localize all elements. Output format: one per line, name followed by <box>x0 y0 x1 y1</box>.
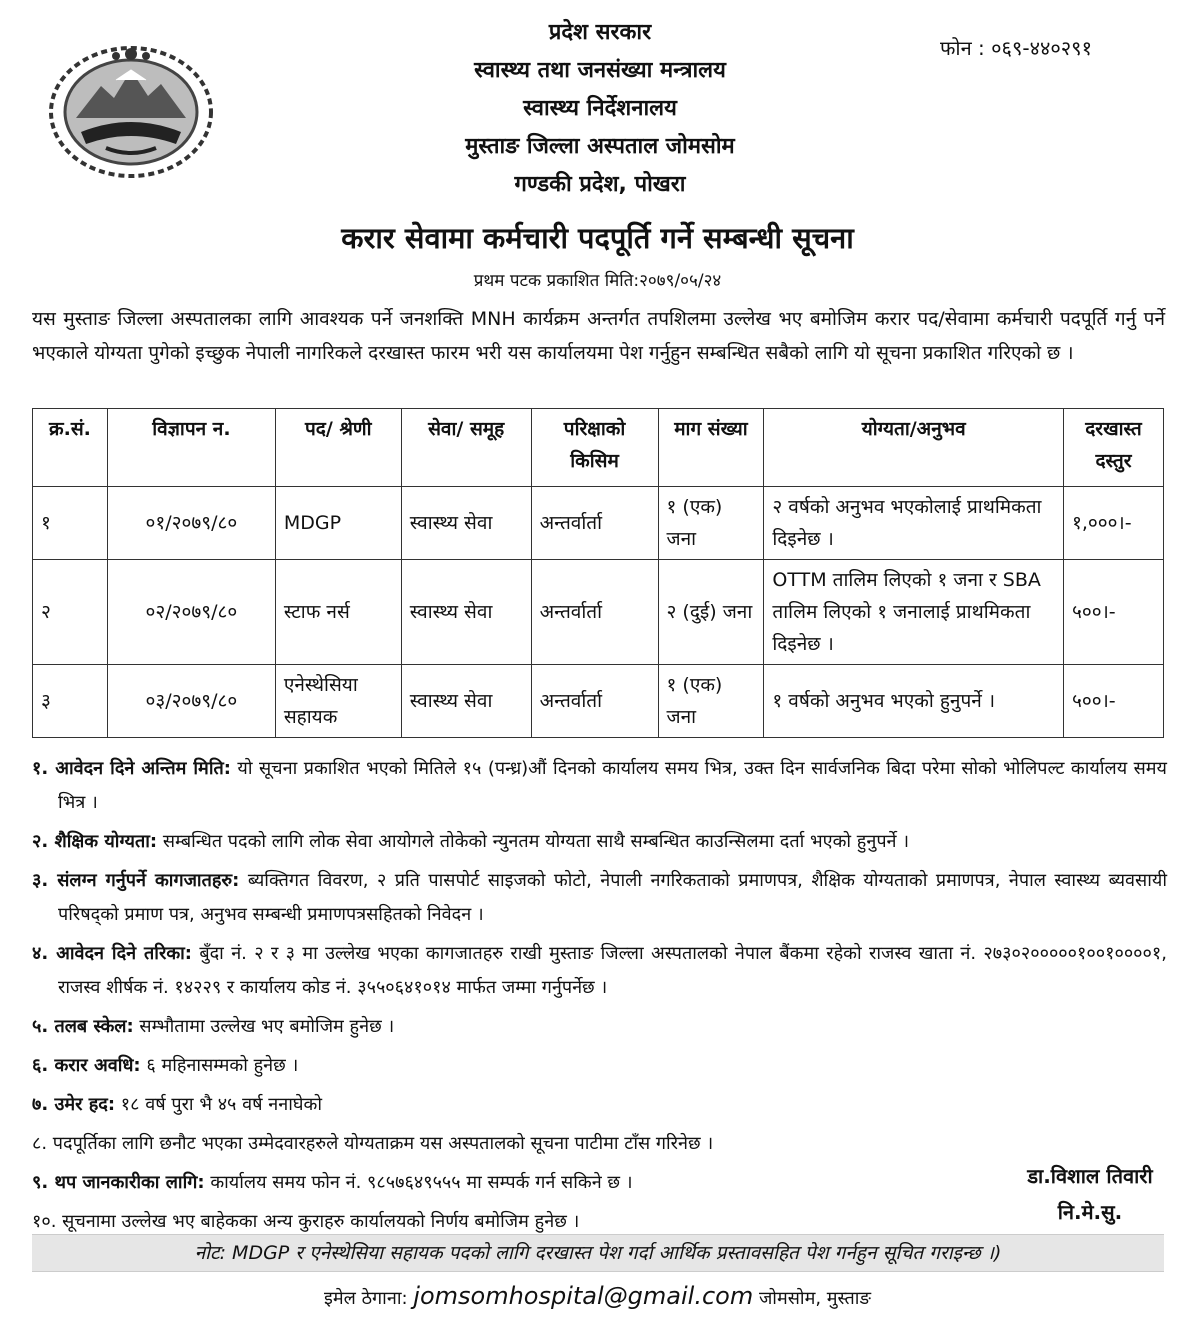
condition-text: ब्यक्तिगत विवरण, २ प्रति पासपोर्ट साइजको फोटो, नेपाली नगरिकताको प्रमाणपत्र, शैक्षिक योग्यताको प्रमाणपत्र, नेपाल स्वास्थ्य ब्यवसायी परिषद्को प्रमाण पत्र, अनुभव सम्बन्धी प्रमाणपत्रसहितको निवेदन । <box>58 870 1167 925</box>
table-cell: १ (एक) जना <box>658 665 764 738</box>
table-header-row <box>33 409 1164 487</box>
condition-label: १. आवेदन दिने अन्तिम मिति: <box>32 758 231 779</box>
table-cell: ०२/२०७९/८० <box>107 560 275 665</box>
condition-item <box>32 1010 1167 1044</box>
condition-text: १८ वर्ष पुरा भै ४५ वर्ष ननाघेको <box>115 1094 323 1115</box>
table-cell: स्वास्थ्य सेवा <box>401 665 531 738</box>
condition-label: २. शैक्षिक योग्यता: <box>32 831 158 852</box>
signatory-name: डा.विशाल तिवारी <box>1027 1164 1153 1188</box>
condition-item <box>32 752 1167 820</box>
condition-item <box>32 1166 1167 1200</box>
signature-block <box>1000 1158 1180 1230</box>
condition-item <box>32 864 1167 932</box>
table-cell: ०१/२०७९/८० <box>107 487 275 560</box>
table-cell: ०३/२०७९/८० <box>107 665 275 738</box>
notice-intro: यस मुस्ताङ जिल्ला अस्पतालका लागि आवश्यक पर्ने जनशक्ति MNH कार्यक्रम अन्तर्गत तपशिलमा उल्लेख भए बमोजिम करार पद/सेवामा कर्मचारी पदपूर्ति गर्नु पर्ने भएकाले योग्यता पुगेको इच्छुक नेपाली नागरिकले दरखास्त फारम भरी यस कार्यालयमा पेश गर्नुहुन सम्बन्धित सबैको लागि यो सूचना प्रकाशित गरिएको छ । <box>32 308 1165 364</box>
table-cell: स्वास्थ्य सेवा <box>401 560 531 665</box>
condition-text: सम्बन्धित पदको लागि लोक सेवा आयोगले तोकेको न्युनतम योग्यता साथै सम्बन्धित काउन्सिलमा दर्ता भएको हुनुपर्ने । <box>157 831 910 852</box>
table-cell: २ (दुई) जना <box>658 560 764 665</box>
table-cell: स्वास्थ्य सेवा <box>401 487 531 560</box>
condition-item <box>32 937 1167 1005</box>
table-cell: MDGP <box>275 487 401 560</box>
condition-item <box>32 825 1167 859</box>
header-line: गण्डकी प्रदेश, पोखरा <box>514 172 686 197</box>
header-line: प्रदेश सरकार <box>548 20 652 45</box>
email-label: इमेल ठेगाना: <box>324 1288 408 1309</box>
notice-title: करार सेवामा कर्मचारी पदपूर्ति गर्ने सम्बन्धी सूचना <box>341 221 854 255</box>
column-header: विज्ञापन न. <box>107 409 275 487</box>
condition-text: बुँदा नं. २ र ३ मा उल्लेख भएका कागजातहरु राखी मुस्ताङ जिल्ला अस्पतालको नेपाल बैंकमा रहेको राजस्व खाता नं. २७३०२०००००१००१००००१, राजस्व शीर्षक नं. १४२२९ र कार्यालय कोड नं. ३५५०६४१०१४ मार्फत जम्मा गर्नुपर्नेछ । <box>58 943 1167 998</box>
column-header: सेवा/ समूह <box>401 409 531 487</box>
condition-label: ५. तलब स्केल: <box>32 1016 134 1037</box>
table-row <box>33 487 1164 560</box>
condition-text: कार्यालय समय फोन नं. ९८५७६४९५५५ मा सम्पर्क गर्न सकिने छ । <box>204 1172 633 1193</box>
condition-label: ९. थप जानकारीका लागि: <box>32 1172 205 1193</box>
table-cell: १ (एक) जना <box>658 487 764 560</box>
table-cell: ५००।- <box>1063 560 1163 665</box>
table-cell: ५००।- <box>1063 665 1163 738</box>
footnote: नोट: MDGP र एनेस्थेसिया सहायक पदको लागि दरखास्त पेश गर्दा आर्थिक प्रस्तावसहित पेश गर्नहुन सूचित गराइन्छ ।) <box>32 1234 1164 1272</box>
condition-text: सम्भौतामा उल्लेख भए बमोजिम हुनेछ । <box>133 1016 395 1037</box>
column-header: योग्यता/अनुभव <box>764 409 1064 487</box>
publish-date: प्रथम पटक प्रकाशित मिति:२०७९/०५/२४ <box>473 271 722 291</box>
column-header: माग संख्या <box>658 409 764 487</box>
table-cell: ३ <box>33 665 108 738</box>
table-cell: अन्तर्वार्ता <box>531 665 658 738</box>
table-cell: १ वर्षको अनुभव भएको हुनुपर्ने । <box>764 665 1064 738</box>
table-cell: १ <box>33 487 108 560</box>
condition-label: ३. संलग्न गर्नुपर्ने कागजातहरु: <box>32 870 240 891</box>
table-cell: स्टाफ नर्स <box>275 560 401 665</box>
notice-conditions <box>32 752 1167 1244</box>
condition-item <box>32 1127 1167 1161</box>
condition-item <box>32 1088 1167 1122</box>
email-address[interactable]: jomsomhospital@gmail.com <box>413 1282 754 1310</box>
condition-text: १०. सूचनामा उल्लेख भए बाहेकका अन्य कुराहरु कार्यालयको निर्णय बमोजिम हुनेछ । <box>32 1211 580 1232</box>
nepal-government-emblem-icon <box>46 40 216 180</box>
contact-line <box>0 1282 1195 1310</box>
column-header: दरखास्त दस्तुर <box>1063 409 1163 487</box>
column-header: पद/ श्रेणी <box>275 409 401 487</box>
column-header: क्र.सं. <box>33 409 108 487</box>
table-cell: १,०००।- <box>1063 487 1163 560</box>
office-header <box>300 14 900 204</box>
condition-text: ८. पदपूर्तिका लागि छनौट भएका उम्मेदवारहरुले योग्यताक्रम यस अस्पतालको सूचना पाटीमा टाँस गरिनेछ । <box>32 1133 714 1154</box>
table-row <box>33 560 1164 665</box>
table-cell: OTTM तालिम लिएको १ जना र SBA तालिम लिएको १ जनालाई प्राथमिकता दिइनेछ । <box>764 560 1064 665</box>
table-row <box>33 665 1164 738</box>
table-cell: २ वर्षको अनुभव भएकोलाई प्राथमिकता दिइनेछ । <box>764 487 1064 560</box>
header-line: स्वास्थ्य तथा जनसंख्या मन्त्रालय <box>474 58 726 83</box>
vacancy-table <box>32 408 1164 738</box>
table-cell: २ <box>33 560 108 665</box>
header-line: मुस्ताङ जिल्ला अस्पताल जोमसोम <box>465 134 735 159</box>
column-header: परिक्षाको किसिम <box>531 409 658 487</box>
office-address: जोमसोम, मुस्ताङ <box>758 1288 871 1309</box>
table-cell: अन्तर्वार्ता <box>531 487 658 560</box>
office-phone: फोन : ०६९-४४०२९१ <box>940 36 1092 60</box>
signatory-title: नि.मे.सु. <box>1057 1200 1123 1224</box>
condition-label: ६. करार अवधि: <box>32 1055 141 1076</box>
condition-label: ४. आवेदन दिने तरिका: <box>32 943 192 964</box>
condition-text: ६ महिनासम्मको हुनेछ । <box>140 1055 299 1076</box>
table-cell: अन्तर्वार्ता <box>531 560 658 665</box>
table-cell: एनेस्थेसिया सहायक <box>275 665 401 738</box>
header-line: स्वास्थ्य निर्देशनालय <box>523 96 677 121</box>
condition-text: यो सूचना प्रकाशित भएको मितिले १५ (पन्ध्र)औं दिनको कार्यालय समय भित्र, उक्त दिन सार्वजनिक बिदा परेमा सोको भोलिपल्ट कार्यालय समय भित्र । <box>58 758 1167 813</box>
condition-label: ७. उमेर हद: <box>32 1094 116 1115</box>
condition-item <box>32 1049 1167 1083</box>
